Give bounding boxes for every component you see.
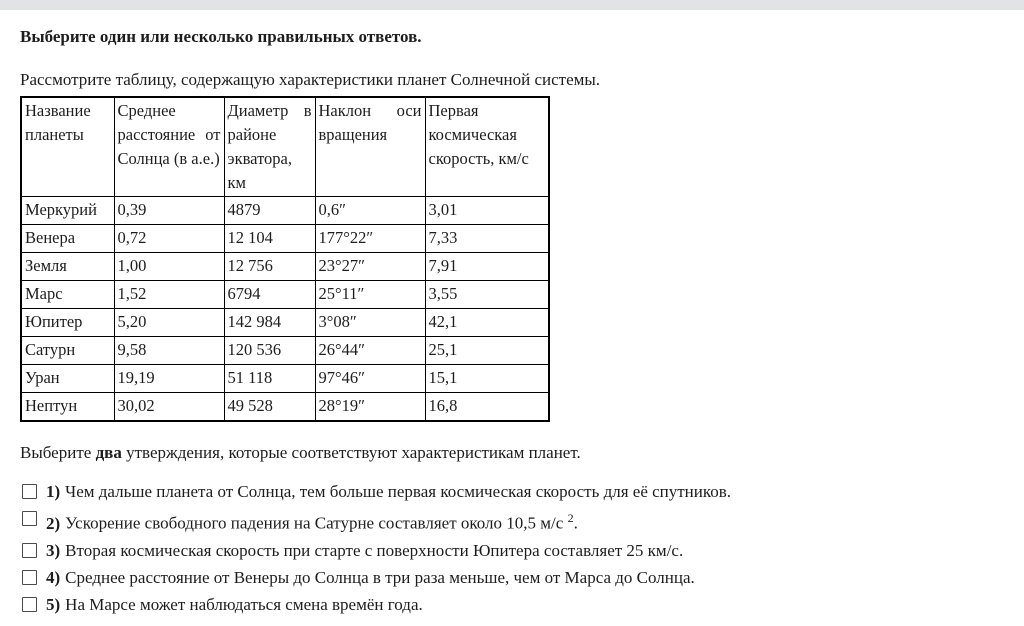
table-cell: 7,33 [425,225,549,253]
table-cell: 0,39 [114,197,224,225]
table-cell: 3°08″ [315,309,425,337]
option-number: 3) [46,540,61,560]
option-row-4[interactable] [20,564,1004,591]
option-label [46,505,578,537]
table-cell: Юпитер [21,309,114,337]
table-cell: Сатурн [21,337,114,365]
table-row [21,281,549,309]
table-cell: 0,72 [114,225,224,253]
option-superscript: 2 [567,511,574,525]
prompt-text: Выберите [20,443,96,462]
planets-table [20,96,550,422]
table-cell: Нептун [21,393,114,422]
option-text: Вторая космическая скорость при старте с поверхности Юпитера составляет 25 км/с. [65,540,684,560]
prompt-text: утверждения, которые соответствуют характеристикам планет. [121,443,581,462]
table-cell: 5,20 [114,309,224,337]
table-cell: 3,55 [425,281,549,309]
checkbox-option-4[interactable] [22,570,37,585]
table-intro: Рассмотрите таблицу, содержащую характеристики планет Солнечной системы. [20,70,601,89]
option-number: 5) [46,594,61,614]
table-row [21,197,549,225]
answer-options [20,478,1004,618]
table-cell: Венера [21,225,114,253]
table-header-row [21,97,549,197]
column-header-axis-tilt: Наклон оси вращения [315,97,425,197]
option-text: Среднее расстояние от Венеры до Солнца в три раза меньше, чем от Марса до Солнца. [65,567,695,587]
table-cell: 97°46″ [315,365,425,393]
table-row [21,253,549,281]
table-cell: 142 984 [224,309,315,337]
option-row-5[interactable] [20,591,1004,618]
select-prompt [20,443,1004,463]
question-body [0,27,1024,618]
table-cell: 28°19″ [315,393,425,422]
checkbox-option-1[interactable] [22,484,37,499]
table-cell: 15,1 [425,365,549,393]
table-cell: 25°11″ [315,281,425,309]
table-cell: 6794 [224,281,315,309]
option-number: 4) [46,567,61,587]
table-cell: 12 104 [224,225,315,253]
table-cell: 9,58 [114,337,224,365]
column-header-distance: Среднее расстояние от Солнца (в а.е.) [114,97,224,197]
column-header-orbital-velocity: Первая космическая скорость, км/с [425,97,549,197]
table-cell: 177°22″ [315,225,425,253]
table-cell: 51 118 [224,365,315,393]
option-row-1[interactable] [20,478,1004,505]
table-cell: 16,8 [425,393,549,422]
table-cell: 42,1 [425,309,549,337]
table-cell: 19,19 [114,365,224,393]
table-cell: 7,91 [425,253,549,281]
checkbox-option-5[interactable] [22,597,37,612]
table-cell: 4879 [224,197,315,225]
table-cell: Уран [21,365,114,393]
table-row [21,393,549,422]
option-number: 2) [46,513,61,533]
table-cell: 26°44″ [315,337,425,365]
table-cell: Марс [21,281,114,309]
option-label [46,478,731,505]
option-text: Ускорение свободного падения на Сатурне составляет около 10,5 м/с [65,513,568,533]
checkbox-option-3[interactable] [22,543,37,558]
table-row [21,225,549,253]
table-cell: 30,02 [114,393,224,422]
table-cell: 1,00 [114,253,224,281]
option-label [46,537,683,564]
top-bar [0,0,1024,10]
option-text: Чем дальше планета от Солнца, тем больше первая космическая скорость для её спутников. [65,482,732,501]
option-number: 1) [46,482,61,501]
option-label [46,564,695,591]
table-row [21,309,549,337]
table-cell: Земля [21,253,114,281]
table-cell: 1,52 [114,281,224,309]
table-cell: 49 528 [224,393,315,422]
checkbox-option-2[interactable] [22,511,37,526]
column-header-name: Название планеты [21,97,114,197]
option-row-3[interactable] [20,537,1004,564]
option-text-end: . [573,513,578,533]
table-cell: 23°27″ [315,253,425,281]
table-cell: Меркурий [21,197,114,225]
option-label [46,591,423,618]
table-cell: 25,1 [425,337,549,365]
column-header-diameter: Диаметр в районе экватора, км [224,97,315,197]
table-cell: 0,6″ [315,197,425,225]
option-row-2[interactable] [20,505,1004,537]
table-row [21,365,549,393]
table-cell: 12 756 [224,253,315,281]
table-cell: 3,01 [425,197,549,225]
prompt-bold-word: два [95,443,122,462]
table-row [21,337,549,365]
page-title: Выберите один или несколько правильных ответов. [20,27,422,46]
option-text: На Марсе может наблюдаться смена времён года. [65,594,423,614]
table-cell: 120 536 [224,337,315,365]
